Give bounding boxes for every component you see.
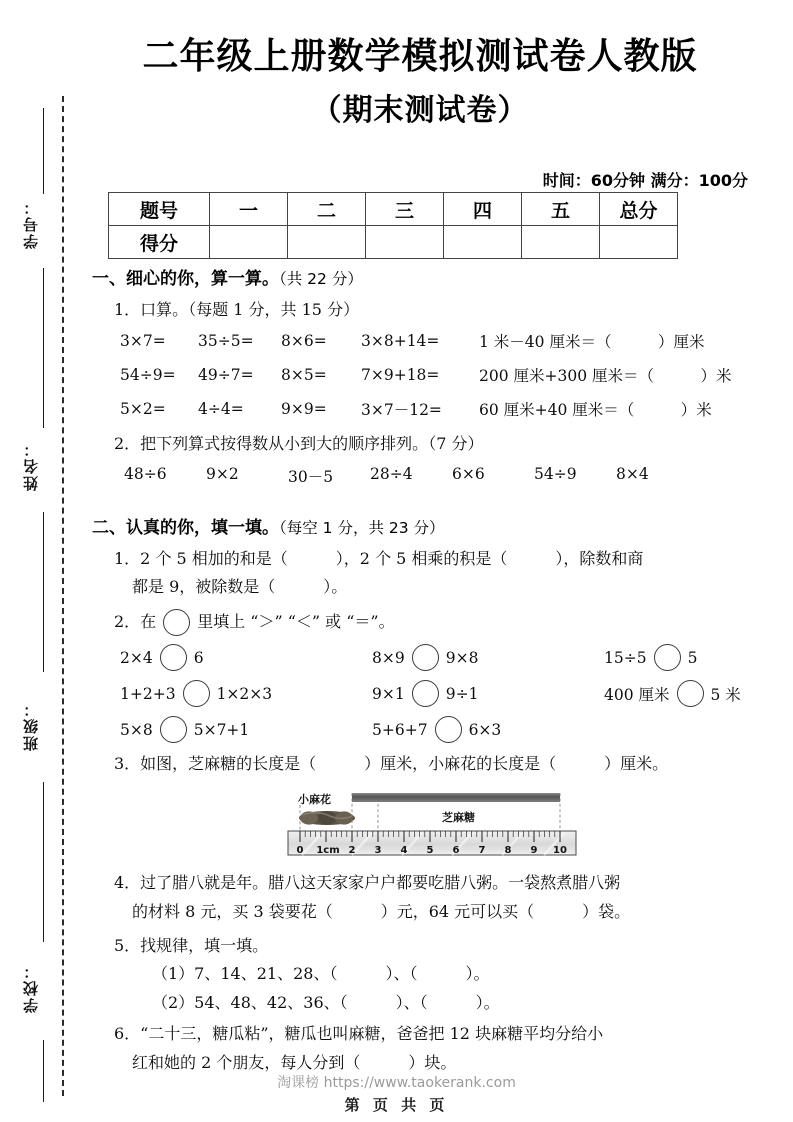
page-title-block <box>90 34 750 129</box>
margin-field-school[interactable] <box>0 962 60 1013</box>
seal-dashed-line <box>62 96 64 1096</box>
ordering-item[interactable]: 6×6 <box>452 464 485 483</box>
ordering-item[interactable]: 28÷4 <box>370 464 413 483</box>
comparison-item <box>120 680 372 707</box>
comparison-row <box>120 680 772 707</box>
score-cell-4[interactable] <box>444 226 522 259</box>
section-2-points: （每空 1 分，共 23 分） <box>279 518 445 537</box>
comparison-left: 400 厘米 <box>604 685 670 704</box>
section-1-heading <box>92 264 772 289</box>
margin-field-student-id[interactable] <box>0 198 60 249</box>
comparison-left: 2×4 <box>120 648 153 667</box>
question-2-5-item-2[interactable]: （2）54、48、42、36、（ ）、（ ）。 <box>152 993 500 1013</box>
calc-row <box>120 364 772 386</box>
calc-item[interactable]: 8×5= <box>281 365 327 384</box>
comparison-grid <box>92 644 772 743</box>
calc-item[interactable]: 54÷9= <box>120 365 176 384</box>
score-table-col-1: 一 <box>210 193 288 226</box>
section-2-title: 二、认真的你，填一填。 <box>92 517 279 538</box>
calc-row <box>120 398 772 420</box>
question-1-2-title: 2．把下列算式按得数从小到大的顺序排列。 <box>114 433 429 453</box>
margin-field-label: 姓名： <box>21 440 40 491</box>
question-2-2-title: 2．在 <box>114 612 157 632</box>
margin-field-label: 班级： <box>21 700 40 751</box>
question-2-6-line1: 6．“二十三，糖瓜粘”，糖瓜也叫麻糖，爸爸把 12 块麻糖平均分给小 <box>114 1023 604 1043</box>
question-1-1-title: 1．口算。 <box>114 300 189 319</box>
question-2-5-prompt: 5．找规律，填一填。 <box>114 935 269 955</box>
calc-item[interactable]: 5×2= <box>120 399 166 418</box>
comparison-left: 15÷5 <box>604 648 647 667</box>
comparison-item <box>372 716 604 743</box>
comparison-row <box>120 644 772 671</box>
comparison-right: 5 米 <box>710 685 741 704</box>
page-title: 二年级上册数学模拟测试卷人教版 <box>142 36 698 77</box>
comparison-circle[interactable] <box>412 680 439 707</box>
svg-text:0: 0 <box>296 844 304 856</box>
exam-meta-info: 时间：60分钟 满分：100分 <box>542 171 748 190</box>
ruler-illustration-svg <box>282 787 582 859</box>
comparison-circle[interactable] <box>654 644 681 671</box>
comparison-right: 6 <box>193 648 204 667</box>
margin-strip <box>0 0 90 1122</box>
mahua-shape <box>299 811 355 825</box>
comparison-item <box>120 644 372 671</box>
page-subtitle: （期末测试卷） <box>311 93 529 128</box>
calc-item[interactable]: 200 厘米+300 厘米＝（ ）米 <box>479 366 732 385</box>
comparison-item <box>372 644 604 671</box>
margin-rule-5 <box>43 1040 44 1102</box>
margin-field-class[interactable] <box>0 700 60 751</box>
svg-text:4: 4 <box>400 844 408 856</box>
score-table-col-4: 四 <box>444 193 522 226</box>
page-number-footer: 第 页 共 页 <box>344 1096 449 1114</box>
comparison-left: 5+6+7 <box>372 720 428 739</box>
comparison-left: 8×9 <box>372 648 405 667</box>
question-2-4-line1: 4．过了腊八就是年。腊八这天家家户户都要吃腊八粥。一袋熬煮腊八粥 <box>114 872 621 892</box>
score-table-col-2: 二 <box>288 193 366 226</box>
question-2-2-title-rest: 里填上 “＞” “＜” 或 “＝”。 <box>197 612 395 632</box>
question-2-3-prompt: 3．如图，芝麻糖的长度是（ ）厘米，小麻花的长度是（ ）厘米。 <box>114 754 669 774</box>
comparison-item <box>604 680 741 707</box>
comparison-item <box>120 716 372 743</box>
comparison-item <box>372 680 604 707</box>
svg-text:8: 8 <box>504 844 512 856</box>
question-1-1-prompt <box>92 298 772 323</box>
calc-item[interactable]: 9×9= <box>281 399 327 418</box>
calc-item[interactable]: 60 厘米+40 厘米＝（ ）米 <box>479 400 712 419</box>
ordering-item[interactable]: 54÷9 <box>534 464 577 483</box>
label-mahua: 小麻花 <box>298 792 331 806</box>
comparison-right: 1×2×3 <box>216 684 273 703</box>
section-1-title: 一、细心的你，算一算。 <box>92 269 279 289</box>
ordering-expression-list <box>92 465 772 487</box>
question-2-6-line2: 红和她的 2 个朋友，每人分到（ ）块。 <box>132 1052 457 1072</box>
margin-rule-1 <box>43 108 44 194</box>
score-cell-1[interactable] <box>210 226 288 259</box>
comparison-right: 9÷1 <box>445 684 479 703</box>
question-1-2-points: （7 分） <box>428 433 484 453</box>
ruler-figure-wrapper <box>92 787 772 859</box>
ordering-item[interactable]: 30－5 <box>288 467 334 486</box>
question-1-1-points: （每题 1 分，共 15 分） <box>188 300 360 319</box>
score-table-row-label: 题号 <box>109 193 210 226</box>
calc-item[interactable]: 49÷7= <box>198 365 254 384</box>
score-cell-2[interactable] <box>288 226 366 259</box>
margin-field-name[interactable] <box>0 440 60 491</box>
section-2-heading <box>92 513 772 538</box>
score-table-col-total: 总分 <box>600 193 678 226</box>
calc-item[interactable]: 35÷5= <box>198 331 254 350</box>
margin-rule-3 <box>43 512 44 672</box>
score-table-col-5: 五 <box>522 193 600 226</box>
comparison-circle[interactable] <box>183 680 210 707</box>
section-1-points: （共 22 分） <box>279 270 363 288</box>
question-2-4-line2: 的材料 8 元，买 3 袋要花（ ）元，64 元可以买（ ）袋。 <box>132 901 631 921</box>
calc-item[interactable]: 3×8+14= <box>361 331 440 350</box>
svg-text:7: 7 <box>478 844 486 856</box>
calc-item[interactable]: 3×7= <box>120 331 166 350</box>
table-row <box>109 193 678 226</box>
comparison-circle[interactable] <box>412 644 439 671</box>
margin-rule-2 <box>43 268 44 428</box>
comparison-right: 9×8 <box>445 648 479 667</box>
svg-text:6: 6 <box>452 844 460 856</box>
calc-row <box>120 330 772 352</box>
margin-field-label: 学校： <box>21 962 40 1013</box>
score-cell-total[interactable] <box>600 226 678 259</box>
comparison-left: 1+2+3 <box>120 684 176 703</box>
question-2-5-item-1[interactable]: （1）7、14、21、28、（ ）、（ ）。 <box>152 964 490 984</box>
ordering-item[interactable]: 8×4 <box>616 464 649 483</box>
watermark: 淘课榜 https://www.taokerank.com <box>277 1075 516 1091</box>
oral-calculation-grid <box>92 330 772 420</box>
comparison-circle[interactable] <box>163 609 190 636</box>
comparison-item <box>604 644 697 671</box>
ruler-figure <box>282 787 582 859</box>
ordering-item[interactable]: 48÷6 <box>124 464 167 483</box>
score-cell-3[interactable] <box>366 226 444 259</box>
comparison-left: 5×8 <box>120 720 153 739</box>
calc-item[interactable]: 8×6= <box>281 331 327 350</box>
comparison-circle[interactable] <box>677 680 704 707</box>
question-1-2-prompt <box>92 432 772 457</box>
label-sesame-candy: 芝麻糖 <box>442 810 475 824</box>
svg-text:3: 3 <box>374 844 382 856</box>
score-table-row-label: 得分 <box>109 226 210 259</box>
comparison-circle[interactable] <box>160 716 187 743</box>
svg-text:1cm: 1cm <box>316 844 340 856</box>
ordering-item[interactable]: 9×2 <box>206 464 239 483</box>
svg-text:10: 10 <box>553 844 567 856</box>
exam-body <box>92 262 772 1076</box>
comparison-left: 9×1 <box>372 684 405 703</box>
comparison-right: 6×3 <box>468 720 502 739</box>
score-table <box>108 192 678 259</box>
comparison-row <box>120 716 772 743</box>
table-row <box>109 226 678 259</box>
score-table-col-3: 三 <box>366 193 444 226</box>
comparison-circle[interactable] <box>435 716 462 743</box>
comparison-circle[interactable] <box>160 644 187 671</box>
svg-text:2: 2 <box>348 844 356 856</box>
question-2-1-line1: 1．2 个 5 相加的和是（ ），2 个 5 相乘的积是（ ），除数和商 <box>114 548 644 568</box>
comparison-right: 5 <box>687 648 698 667</box>
comparison-right: 5×7+1 <box>193 720 250 739</box>
svg-text:5: 5 <box>426 844 434 856</box>
calc-item[interactable]: 7×9+18= <box>361 365 440 384</box>
question-2-2-prompt <box>92 609 772 636</box>
margin-rule-4 <box>43 782 44 942</box>
calc-item[interactable]: 4÷4= <box>198 399 244 418</box>
calc-item[interactable]: 3×7－12= <box>361 400 442 419</box>
svg-text:9: 9 <box>530 844 538 856</box>
question-2-1-line2: 都是 9，被除数是（ ）。 <box>132 577 348 597</box>
calc-item[interactable]: 1 米－40 厘米＝（ ）厘米 <box>479 332 705 351</box>
score-cell-5[interactable] <box>522 226 600 259</box>
margin-field-label: 学号： <box>21 198 40 249</box>
